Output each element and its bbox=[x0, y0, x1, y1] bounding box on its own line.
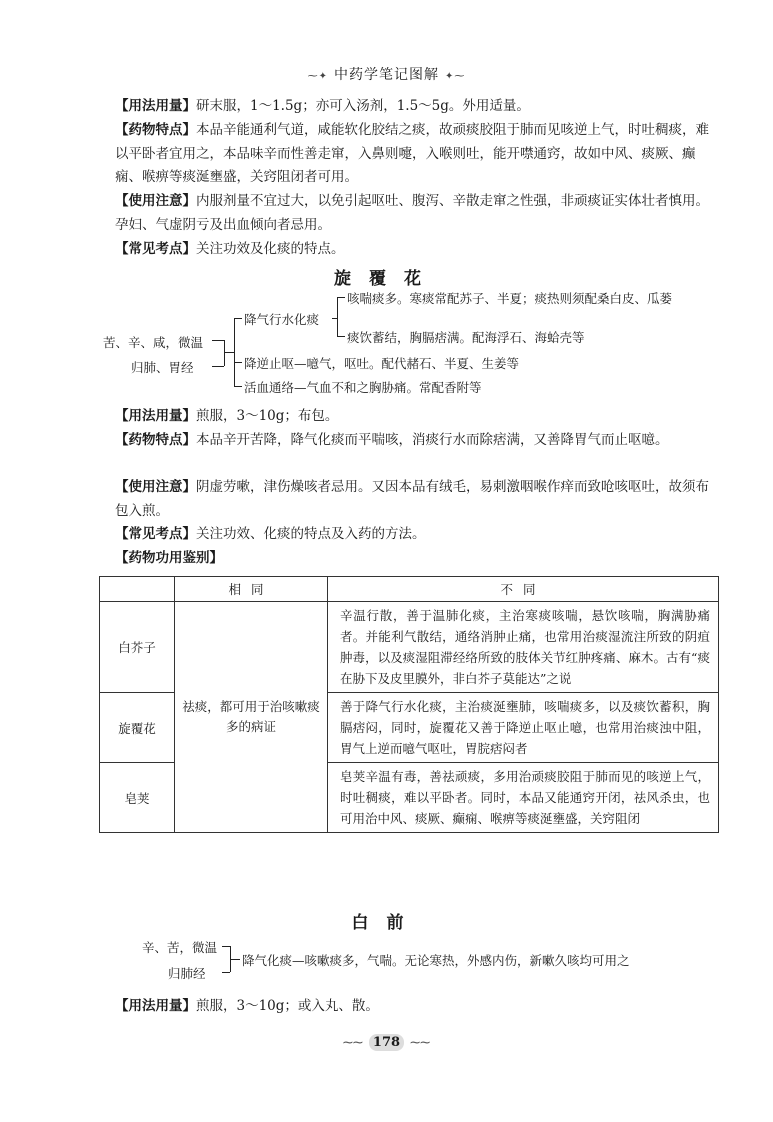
usage-text: 煎服，3～10g；布包。 bbox=[196, 408, 339, 424]
feature-text: 本品辛开苦降，降气化痰而平喘咳，消痰行水而除痞满，又善降胃气而止呕噫。 bbox=[196, 432, 669, 448]
diff-cell: 善于降气行水化痰，主治痰涎壅肺，咳喘痰多，以及痰饮蓄积，胸膈痞闷，同时，旋覆花又善于降逆止呕止噫，也常用治痰浊中阻，胃气上逆而噫气呕吐，胃脘痞闷者 bbox=[328, 693, 719, 763]
diagram-f2: 降逆止呕—噫气，呕吐。配代赭石、半夏、生姜等 bbox=[244, 356, 520, 371]
feature-text: 本品辛能通利气道，咸能软化胶结之痰，故顽痰胶阻于肺而见咳逆上气，时吐稠痰，难以平卧者宜用之，本品味辛而性善走窜，入鼻则嚏，入喉则吐，能开噤通窍，故如中风、痰厥、癫痫、喉痹等痰涎壅盛，关窍阻闭者可用。 bbox=[115, 122, 709, 185]
same-cell: 祛痰，都可用于治咳嗽痰多的病证 bbox=[175, 602, 328, 833]
top-usage bbox=[115, 95, 715, 119]
footer-left-ornament: ⁓⁓ bbox=[342, 1038, 363, 1049]
top-exam bbox=[115, 238, 715, 262]
table-header-row bbox=[100, 577, 719, 602]
herb-name: 白芥子 bbox=[100, 602, 175, 693]
feature-label: 【药物特点】 bbox=[115, 432, 196, 448]
herb-name: 皂荚 bbox=[100, 763, 175, 833]
table-head-same: 相同 bbox=[175, 577, 328, 602]
usage-text: 煎服，3～10g；或入丸、散。 bbox=[196, 998, 379, 1014]
bq-channel: 归肺经 bbox=[168, 966, 206, 981]
bq-usage bbox=[115, 995, 715, 1019]
diagram-f1-sub2: 痰饮蓄结，胸膈痞满。配海浮石、海蛤壳等 bbox=[347, 330, 585, 345]
exam-text: 关注功效及化痰的特点。 bbox=[196, 241, 345, 257]
section-title-baiqian: 白前 bbox=[351, 913, 422, 933]
bq-property: 辛、苦，微温 bbox=[142, 940, 218, 955]
diff-cell: 辛温行散，善于温肺化痰，主治寒痰咳喘，悬饮咳喘，胸满胁痛者。并能利气散结，通络消肿止痛，也常用治痰湿流注所致的阴疽肿毒，以及痰湿阻滞经络所致的肢体关节红肿疼痛、麻木。古有“痰在胁下及皮里膜外，非白芥子莫能达”之说 bbox=[328, 602, 719, 693]
diagram-f1-sub1: 咳喘痰多。寒痰常配苏子、半夏；痰热则须配桑白皮、瓜蒌 bbox=[347, 291, 673, 306]
top-feature bbox=[115, 119, 715, 190]
caution-label: 【使用注意】 bbox=[115, 479, 196, 495]
caution-text: 阴虚劳嗽，津伤燥咳者忌用。又因本品有绒毛，易刺激咽喉作痒而致呛咳呕吐，故须布包入煎。 bbox=[115, 479, 709, 519]
usage-text: 研末服，1～1.5g；亦可入汤剂，1.5～5g。外用适量。 bbox=[196, 98, 530, 114]
caution-label: 【使用注意】 bbox=[115, 193, 196, 209]
diagram-channel: 归肺、胃经 bbox=[131, 360, 194, 375]
diagram-f1: 降气行水化痰 bbox=[244, 312, 320, 327]
usage-label: 【用法用量】 bbox=[115, 98, 196, 114]
exam-text: 关注功效、化痰的特点及入药的方法。 bbox=[196, 526, 426, 542]
xfh-exam bbox=[115, 523, 715, 547]
header-right-ornament: ✦⁓ bbox=[445, 71, 466, 82]
diff-cell: 皂荚辛温有毒，善祛顽痰，多用治顽痰胶阻于肺而见的咳逆上气，时吐稠痰，难以平卧者。同时，本品又能通窍开闭，祛风杀虫，也可用治中风、痰厥、癫痫、喉痹等痰涎壅盛，关窍阻闭 bbox=[328, 763, 719, 833]
table-row bbox=[100, 602, 719, 693]
comparison-table bbox=[99, 576, 719, 833]
header-left-ornament: ⁓✦ bbox=[307, 71, 328, 82]
xfh-feature bbox=[115, 429, 715, 453]
herb-name: 旋覆花 bbox=[100, 693, 175, 763]
caution-text: 内服剂量不宜过大，以免引起呕吐、腹泻、辛散走窜之性强，非顽痰证实体壮者慎用。孕妇、气虚阴亏及出血倾向者忌用。 bbox=[115, 193, 709, 233]
footer-right-ornament: ⁓⁓ bbox=[410, 1038, 431, 1049]
section-title-xuanfuhua: 旋覆花 bbox=[334, 269, 439, 289]
page-number-value: 178 bbox=[369, 1034, 404, 1051]
diagram-f3: 活血通络—气血不和之胸胁痛。常配香附等 bbox=[244, 380, 482, 395]
compare-label: 【药物功用鉴别】 bbox=[115, 550, 223, 566]
exam-label: 【常见考点】 bbox=[115, 241, 196, 257]
feature-label: 【药物特点】 bbox=[115, 122, 196, 138]
diagram-property: 苦、辛、咸，微温 bbox=[103, 335, 204, 350]
bq-function: 降气化痰—咳嗽痰多，气喘。无论寒热，外感内伤，新嗽久咳均可用之 bbox=[242, 953, 630, 968]
exam-label: 【常见考点】 bbox=[115, 526, 196, 542]
xfh-usage bbox=[115, 405, 715, 429]
usage-label: 【用法用量】 bbox=[115, 998, 196, 1014]
top-caution bbox=[115, 190, 715, 237]
running-header bbox=[0, 64, 773, 84]
table-head-diff: 不同 bbox=[328, 577, 719, 602]
usage-label: 【用法用量】 bbox=[115, 408, 196, 424]
table-corner bbox=[100, 577, 175, 602]
header-title: 中药学笔记图解 bbox=[334, 67, 439, 83]
page-number bbox=[0, 1034, 773, 1051]
xfh-caution bbox=[115, 476, 715, 523]
xfh-compare-heading bbox=[115, 547, 715, 571]
